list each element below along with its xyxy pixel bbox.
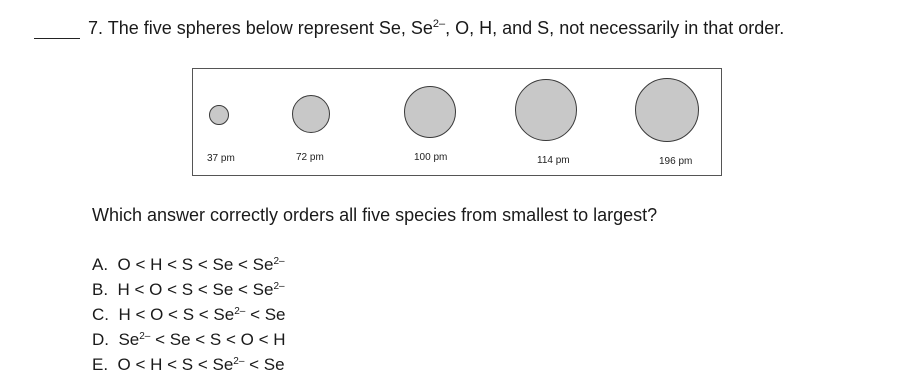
choice-letter: D. bbox=[92, 330, 109, 349]
choice-text: O < H < S < Se bbox=[117, 355, 234, 374]
answer-choices bbox=[92, 254, 286, 379]
choice-letter: C. bbox=[92, 305, 109, 324]
choice-text-tail: < Se < S < O < H bbox=[150, 330, 286, 349]
sphere-1 bbox=[209, 105, 229, 125]
question-prompt: Which answer correctly orders all five species from smallest to largest? bbox=[92, 205, 658, 225]
sphere-label-2: 72 pm bbox=[296, 152, 324, 163]
choice-c[interactable] bbox=[92, 304, 286, 329]
choice-text: Se bbox=[118, 330, 140, 349]
choice-superscript: 2– bbox=[273, 256, 285, 267]
choice-superscript: 2– bbox=[233, 356, 245, 367]
sphere-label-4: 114 pm bbox=[537, 155, 570, 166]
choice-letter: A. bbox=[92, 255, 109, 274]
question-text-part-1: The five spheres below represent Se, Se bbox=[107, 18, 433, 38]
question-superscript: 2– bbox=[432, 18, 446, 30]
sphere-label-1: 37 pm bbox=[207, 153, 235, 164]
choice-e[interactable] bbox=[92, 354, 286, 379]
sphere-2 bbox=[292, 95, 330, 133]
choice-text: O < H < S < Se < Se bbox=[117, 255, 274, 274]
sphere-5 bbox=[635, 78, 699, 142]
choice-a[interactable] bbox=[92, 254, 286, 279]
spheres-figure bbox=[192, 68, 722, 176]
question-stem bbox=[88, 18, 784, 39]
question-number: 7. bbox=[88, 18, 104, 38]
question-text bbox=[108, 18, 785, 38]
sphere-label-5: 196 pm bbox=[659, 156, 693, 167]
question-text-part-2: , O, H, and S, not necessarily in that order. bbox=[445, 18, 785, 38]
sphere-4 bbox=[515, 79, 577, 141]
choice-b[interactable] bbox=[92, 279, 286, 304]
choice-superscript: 2– bbox=[273, 281, 285, 292]
choice-text: H < O < S < Se bbox=[118, 305, 235, 324]
sphere-3 bbox=[404, 86, 456, 138]
choice-letter: B. bbox=[92, 280, 109, 299]
choice-letter: E. bbox=[92, 355, 109, 374]
sphere-label-3: 100 pm bbox=[414, 152, 448, 163]
choice-d[interactable] bbox=[92, 329, 286, 354]
choice-text-tail: < Se bbox=[245, 305, 286, 324]
choice-superscript: 2– bbox=[234, 306, 246, 317]
choice-text-tail: < Se bbox=[244, 355, 285, 374]
answer-blank-line bbox=[34, 38, 80, 39]
choice-superscript: 2– bbox=[139, 331, 151, 342]
choice-text: H < O < S < Se < Se bbox=[117, 280, 274, 299]
